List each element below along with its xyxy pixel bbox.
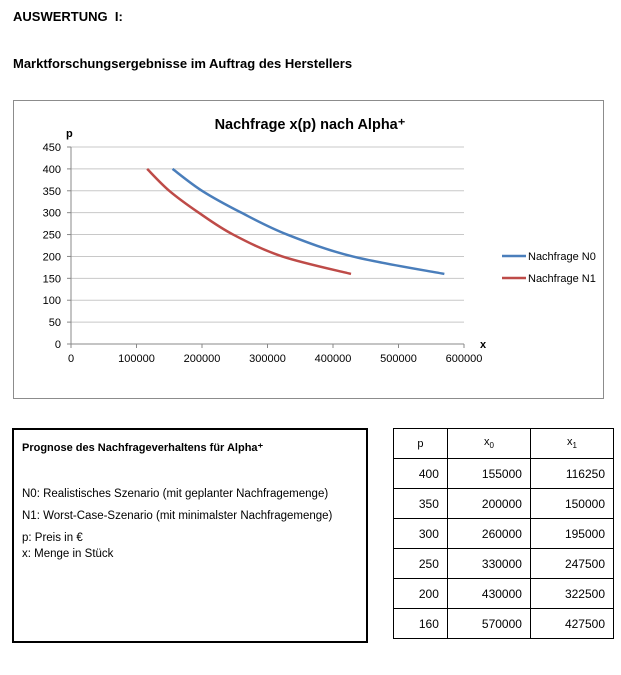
- table-row: [394, 609, 614, 639]
- cell-x0: 330000: [447, 549, 530, 579]
- cell-p: 400: [394, 459, 448, 489]
- y-tick-label: 0: [54, 339, 61, 351]
- cell-p: 160: [394, 609, 448, 639]
- y-tick-label: 150: [42, 273, 61, 286]
- cell-x0: 260000: [447, 519, 530, 549]
- header-x1: $x_1$: [530, 429, 613, 459]
- table-row: [394, 459, 614, 489]
- series-line-nachfrage-n1: [147, 169, 351, 274]
- y-tick-label: 350: [42, 185, 61, 198]
- cell-x1: 322500: [530, 579, 613, 609]
- y-axis-label: p: [66, 128, 73, 140]
- chart-container: [13, 100, 604, 399]
- chart-title: Nachfrage x(p) nach Alpha⁺: [214, 117, 406, 133]
- info-line-p: p: Preis in €: [22, 532, 83, 544]
- legend-label: Nachfrage N0: [528, 251, 596, 263]
- cell-x1: 427500: [530, 609, 613, 639]
- info-line-n0: N0: Realistisches Szenario (mit geplanter Nachfragemenge): [22, 488, 329, 500]
- cell-p: 200: [394, 579, 448, 609]
- x-tick-label: 200000: [183, 353, 221, 365]
- y-tick-label: 100: [42, 295, 61, 308]
- y-tick-label: 300: [42, 207, 61, 220]
- legend-label: Nachfrage N1: [528, 273, 596, 285]
- header-p: p: [394, 429, 448, 459]
- cell-p: 300: [394, 519, 448, 549]
- x-tick-label: 100000: [118, 353, 155, 365]
- table-row: [394, 489, 614, 519]
- table-header-row: [394, 429, 614, 459]
- table-row: [394, 579, 614, 609]
- page-subheading: Marktforschungsergebnisse im Auftrag des Herstellers: [13, 56, 353, 71]
- cell-x0: 430000: [447, 579, 530, 609]
- y-tick-label: 200: [42, 251, 61, 264]
- x-tick-label: 500000: [380, 353, 417, 365]
- y-tick-label: 400: [42, 163, 61, 176]
- table-row: [394, 549, 614, 579]
- demand-table: [393, 428, 614, 639]
- table-row: [394, 519, 614, 549]
- cell-x0: 200000: [447, 489, 530, 519]
- x-tick-label: 600000: [445, 353, 483, 365]
- demand-chart: [14, 101, 603, 398]
- cell-x1: 116250: [530, 459, 613, 489]
- header-x0: $x_0$: [447, 429, 530, 459]
- info-line-x: x: Menge in Stück: [22, 548, 114, 560]
- info-line-n1: N1: Worst-Case-Szenario (mit minimalster Nachfragemenge): [22, 510, 333, 522]
- cell-x1: 247500: [530, 549, 613, 579]
- x-tick-label: 300000: [249, 353, 286, 365]
- cell-p: 250: [394, 549, 448, 579]
- x-tick-label: 0: [67, 353, 75, 365]
- cell-x1: 195000: [530, 519, 613, 549]
- info-title: Prognose des Nachfrageverhaltens für Alpha⁺: [22, 442, 264, 454]
- cell-x0: 155000: [447, 459, 530, 489]
- cell-x0: 570000: [447, 609, 530, 639]
- x-axis-label: x: [480, 339, 487, 351]
- cell-x1: 150000: [530, 489, 613, 519]
- forecast-info-box: [12, 428, 368, 643]
- cell-p: 350: [394, 489, 448, 519]
- y-tick-label: 450: [42, 142, 61, 154]
- y-tick-label: 250: [42, 229, 61, 242]
- y-tick-label: 50: [48, 317, 61, 330]
- x-tick-label: 400000: [314, 353, 352, 365]
- page-heading: AUSWERTUNG I:: [13, 9, 123, 24]
